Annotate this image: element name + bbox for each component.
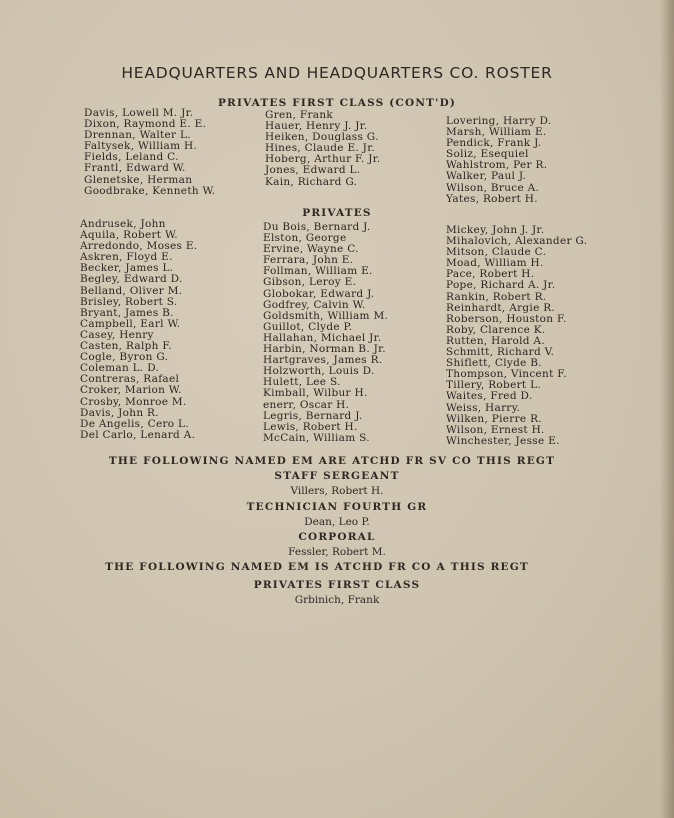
roster-entry: Lovering, Harry D.: [446, 115, 552, 127]
roster-entry: Moad, William H.: [446, 257, 544, 270]
roster-entry: McCain, William S.: [263, 431, 370, 444]
roster-entry: Schmitt, Richard V.: [446, 346, 555, 359]
roster-entry: Roby, Clarence K.: [446, 323, 546, 336]
roster-entry: Glenetske, Herman: [84, 173, 193, 186]
roster-entry: Cogle, Byron G.: [80, 351, 169, 364]
roster-entry: Shiflett, Clyde B.: [446, 357, 542, 370]
attached-out-heading: THE FOLLOWING NAMED EM IS ATCHD FR CO A THIS REGT: [105, 561, 529, 573]
roster-entry: Dixon, Raymond E. E.: [84, 118, 207, 131]
roster-entry: Davis, John R.: [80, 406, 159, 419]
roster-entry: Kimball, Wilbur H.: [263, 387, 368, 400]
privates-column-2: [263, 222, 388, 444]
roster-entry: Yates, Robert H.: [446, 192, 538, 205]
roster-entry: Ervine, Wayne C.: [263, 243, 359, 256]
roster-entry: Del Carlo, Lenard A.: [80, 428, 196, 441]
roster-entry: Askren, Floyd E.: [80, 251, 173, 264]
roster-entry: Hulett, Lee S.: [263, 376, 341, 389]
roster-entry: Hauer, Henry J. Jr.: [265, 120, 368, 133]
roster-entry: Gren, Frank: [265, 109, 334, 121]
technician-heading: TECHNICIAN FOURTH GR: [246, 501, 428, 513]
pfc-column-3: [446, 116, 551, 205]
roster-entry: Rutten, Harold A.: [446, 334, 545, 347]
roster-entry: Hartgraves, James R.: [263, 354, 383, 367]
roster-entry: Gibson, Leroy E.: [263, 276, 357, 289]
technician-name: Dean, Leo P.: [304, 516, 370, 528]
attached-pfc-heading: PRIVATES FIRST CLASS: [253, 579, 421, 591]
roster-entry: Legris, Bernard J.: [263, 409, 363, 422]
roster-entry: Fields, Leland C.: [84, 151, 179, 164]
roster-entry: Frantl, Edward W.: [84, 162, 186, 175]
roster-entry: Bryant, James B.: [80, 306, 174, 319]
page-title: HEADQUARTERS AND HEADQUARTERS CO. ROSTER: [121, 64, 553, 82]
roster-entry: Mitson, Claude C.: [446, 246, 547, 259]
roster-entry: Mickey, John J. Jr.: [446, 224, 545, 236]
roster-entry: Du Bois, Bernard J.: [263, 221, 371, 233]
page-edge-shadow: [660, 0, 674, 818]
roster-entry: Contreras, Rafael: [80, 373, 180, 386]
roster-entry: Winchester, Jesse E.: [446, 434, 560, 447]
roster-entry: Holzworth, Louis D.: [263, 365, 375, 378]
roster-entry: Hallahan, Michael Jr.: [263, 331, 382, 344]
roster-entry: Wilson, Bruce A.: [446, 181, 540, 194]
roster-entry: Goldsmith, William M.: [263, 309, 389, 322]
roster-entry: Pope, Richard A. Jr.: [446, 279, 556, 292]
roster-entry: Elston, George: [263, 232, 347, 245]
roster-entry: Wahlstrom, Per R.: [446, 159, 548, 172]
roster-entry: Brisley, Robert S.: [80, 295, 178, 308]
roster-entry: Tillery, Robert L.: [446, 379, 541, 392]
roster-entry: De Angelis, Cero L.: [80, 417, 189, 430]
roster-entry: Globokar, Edward J.: [263, 287, 375, 300]
roster-entry: Aquila, Robert W.: [80, 229, 178, 242]
roster-entry: Casten, Ralph F.: [80, 340, 172, 353]
roster-entry: Jones, Edward L.: [265, 164, 361, 177]
roster-entry: Waites, Fred D.: [446, 390, 533, 403]
roster-entry: Harbin, Norman B. Jr.: [263, 343, 386, 356]
roster-entry: Belland, Oliver M.: [80, 284, 183, 297]
roster-entry: Begley, Edward D.: [80, 273, 183, 286]
roster-entry: Wilson, Ernest H.: [446, 423, 545, 436]
roster-entry: Becker, James L.: [80, 262, 174, 275]
pfc-column-2: [265, 110, 381, 188]
roster-entry: Heiken, Douglass G.: [265, 131, 379, 144]
roster-entry: Hoberg, Arthur F. Jr.: [265, 153, 381, 166]
privates-heading: PRIVATES: [302, 207, 372, 219]
privates-column-1: [80, 219, 197, 441]
roster-entry: Thompson, Vincent F.: [446, 368, 567, 381]
roster-entry: Kain, Richard G.: [265, 175, 358, 188]
roster-entry: Crosby, Monroe M.: [80, 395, 187, 408]
roster-entry: Follman, William E.: [263, 265, 373, 278]
roster-entry: Reinhardt, Argie R.: [446, 301, 556, 314]
staff-sergeant-heading: STAFF SERGEANT: [274, 470, 400, 482]
roster-entry: Arredondo, Moses E.: [80, 240, 198, 253]
attached-pfc-name: Grbinich, Frank: [294, 594, 380, 606]
roster-entry: Davis, Lowell M. Jr.: [84, 107, 194, 119]
roster-entry: Walker, Paul J.: [446, 170, 527, 183]
corporal-heading: CORPORAL: [298, 531, 376, 543]
roster-entry: Godfrey, Calvin W.: [263, 298, 366, 311]
roster-entry: Weiss, Harry.: [446, 401, 521, 414]
roster-entry: Coleman L. D.: [80, 362, 160, 375]
roster-entry: Lewis, Robert H.: [263, 420, 358, 433]
roster-entry: Drennan, Walter L.: [84, 129, 191, 142]
roster-entry: Soliz, Esequiel: [446, 148, 529, 161]
privates-column-3: [446, 225, 587, 447]
roster-entry: Mihalovich, Alexander G.: [446, 235, 588, 248]
roster-entry: Andrusek, John: [80, 218, 166, 230]
roster-entry: Ferrara, John E.: [263, 254, 354, 267]
roster-entry: Goodbrake, Kenneth W.: [84, 184, 216, 197]
roster-entry: Pace, Robert H.: [446, 268, 535, 281]
corporal-name: Fessler, Robert M.: [288, 546, 386, 558]
roster-entry: Guillot, Clyde P.: [263, 320, 353, 333]
pfc-column-1: [84, 108, 215, 197]
staff-sergeant-name: Villers, Robert H.: [290, 485, 384, 497]
roster-entry: Faltysek, William H.: [84, 140, 198, 153]
attached-in-heading: THE FOLLOWING NAMED EM ARE ATCHD FR SV CO THIS REGT: [108, 455, 556, 467]
roster-entry: Campbell, Earl W.: [80, 317, 181, 330]
roster-entry: Pendick, Frank J.: [446, 137, 542, 150]
roster-entry: Croker, Marion W.: [80, 384, 182, 397]
roster-entry: enerr, Oscar H.: [263, 398, 350, 411]
roster-entry: Roberson, Houston F.: [446, 312, 567, 325]
roster-entry: Rankin, Robert R.: [446, 290, 547, 303]
roster-entry: Casey, Henry: [80, 328, 154, 341]
roster-entry: Marsh, William E.: [446, 126, 547, 139]
roster-entry: Wilken, Pierre R.: [446, 412, 542, 425]
roster-entry: Hines, Claude E. Jr.: [265, 142, 375, 155]
pfc-heading: PRIVATES FIRST CLASS (CONT'D): [217, 97, 457, 109]
